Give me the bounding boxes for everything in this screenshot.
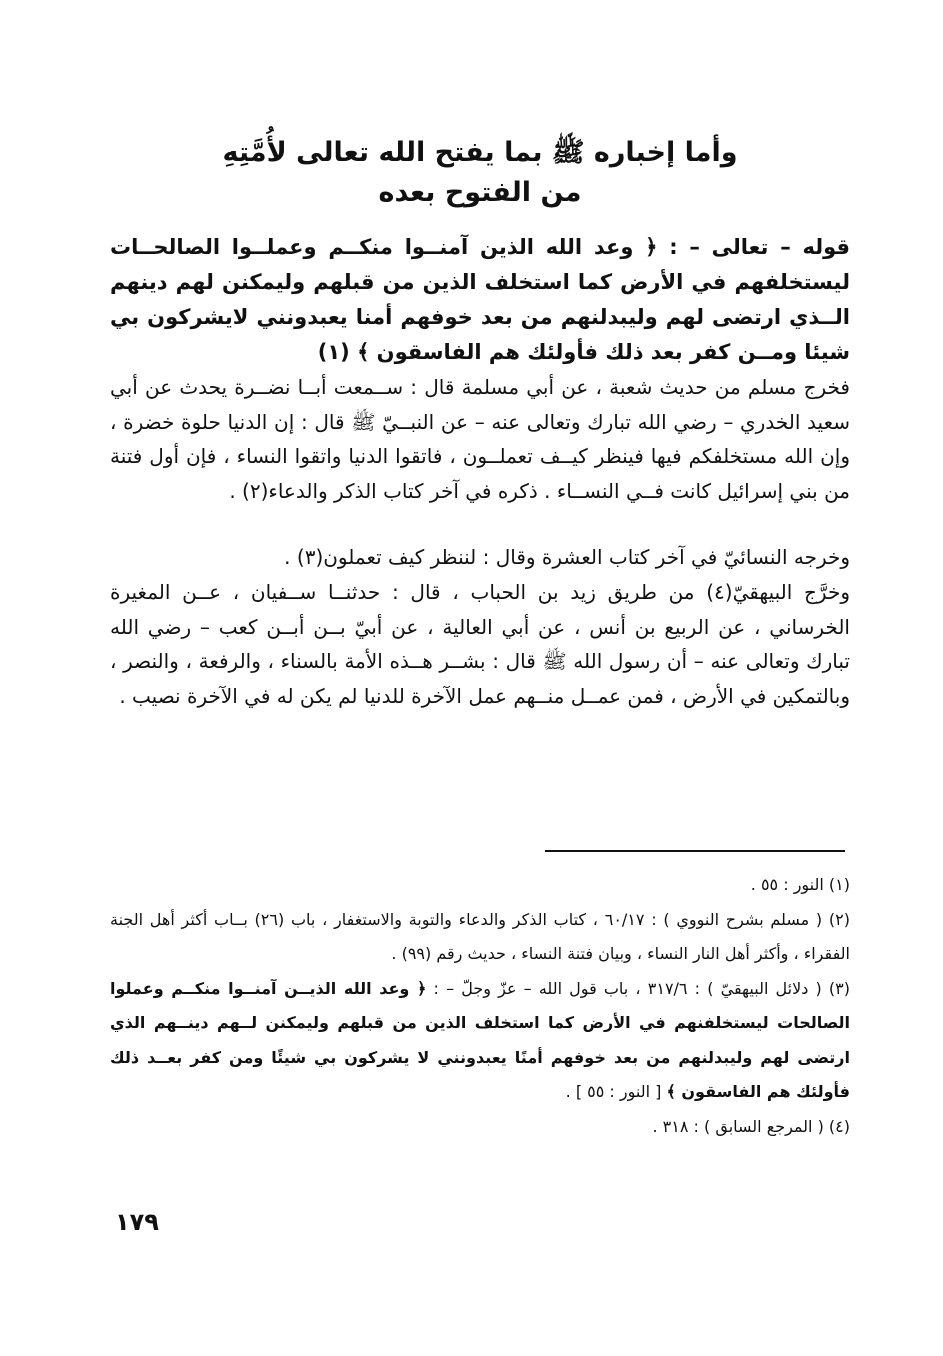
footnote-3-end: [ النور : ٥٥ ] . xyxy=(565,1082,667,1101)
quran-verse-paragraph: قوله – تعالى – : ﴿ وعد الله الذين آمنــوا منكــم وعملــوا الصالحــات ليستخلفهم في الأرض كما استخلف الذين من قبلهم وليمكنن لهم دينهم الــذي ارتضى لهم وليبدلنهم من بعد خوفهم أمنا يعبدونني لايشركون بي شيئا ومــن كفر بعد ذلك فأولئك هم الفاسقون ﴾ (١) xyxy=(110,235,850,364)
footnote-3-verse: ﴿ وعد الله الذيــن آمنــوا منكــم وعملوا الصالحات ليستخلفنهم في الأرض كما استخلف الذين من قبلهم وليمكنن لــهم دينــهم الذي ارتضى لهم وليبدلنهم من بعد خوفهم أمنًا يعبدونني لا يشركون بي شيئًا ومن كفر بعــد ذلك فأولئك هم الفاسقون ﴾ xyxy=(110,978,850,1101)
footnote-3 xyxy=(110,972,850,1110)
page-number: ١٧٩ xyxy=(115,1208,159,1236)
footnote-3-lead: (٣) ( دلائل البيهقيّ ) : ٣١٧/٦ ، باب قول الله – عزّ وجلّ – : xyxy=(426,978,851,998)
footnote-separator xyxy=(545,850,845,852)
chapter-title-line-2: من الفتوح بعده xyxy=(378,177,582,208)
chapter-title-line-1: وأما إخباره ﷺ بما يفتح الله تعالى لأُمَّتِهِ xyxy=(222,137,738,168)
footnote-2: (٢) ( مسلم بشرح النووي ) : ٦٠/١٧ ، كتاب الذكر والدعاء والتوبة والاستغفار ، باب (٢٦) بــاب أكثر أهل الجنة الفقراء ، وأكثر أهل النار النساء ، وبيان فتنة النساء ، حديث رقم (٩٩) . xyxy=(110,909,851,963)
body-paragraph-bayhaqi: وخرَّج البيهقيّ(٤) من طريق زيد بن الحباب ، قال : حدثنــا ســفيان ، عــن المغيرة الخرساني ، عن الربيع بن أنس ، عن أبي العالية ، عن أبيّ بــن أبــن كعب – رضي الله تبارك وتعالى عنه – أن رسول الله ﷺ قال : بشــر هــذه الأمة بالسناء ، والرفعة ، والنصر ، وبالتمكين في الأرض ، فمن عمــل منــهم عمل الآخرة للدنيا لم يكن له في الآخرة نصيب . xyxy=(110,580,850,708)
footnote-4: (٤) ( المرجع السابق ) : ٣١٨ . xyxy=(652,1116,850,1136)
footnotes xyxy=(110,868,850,1144)
body-paragraph-muslim: فخرج مسلم من حديث شعبة ، عن أبي مسلمة قال : ســمعت أبــا نضــرة يحدث عن أبي سعيد الخدري – رضي الله تبارك وتعالى عنه – عن النبــيّ ﷺ قال : إن الدنيا حلوة خضرة ، وإن الله مستخلفكم فيها فينظر كيــف تعملــون ، فاتقوا الدنيا واتقوا النساء ، فإن أول فتنة من بني إسرائيل كانت فــي النســاء . ذكره في آخر كتاب الذكر والدعاء(٢) . xyxy=(110,375,850,503)
footnote-1: (١) النور : ٥٥ . xyxy=(750,875,850,894)
body-paragraph-nasai: وخرجه النسائيّ في آخر كتاب العشرة وقال : لننظر كيف تعملون(٣) . xyxy=(284,545,850,569)
